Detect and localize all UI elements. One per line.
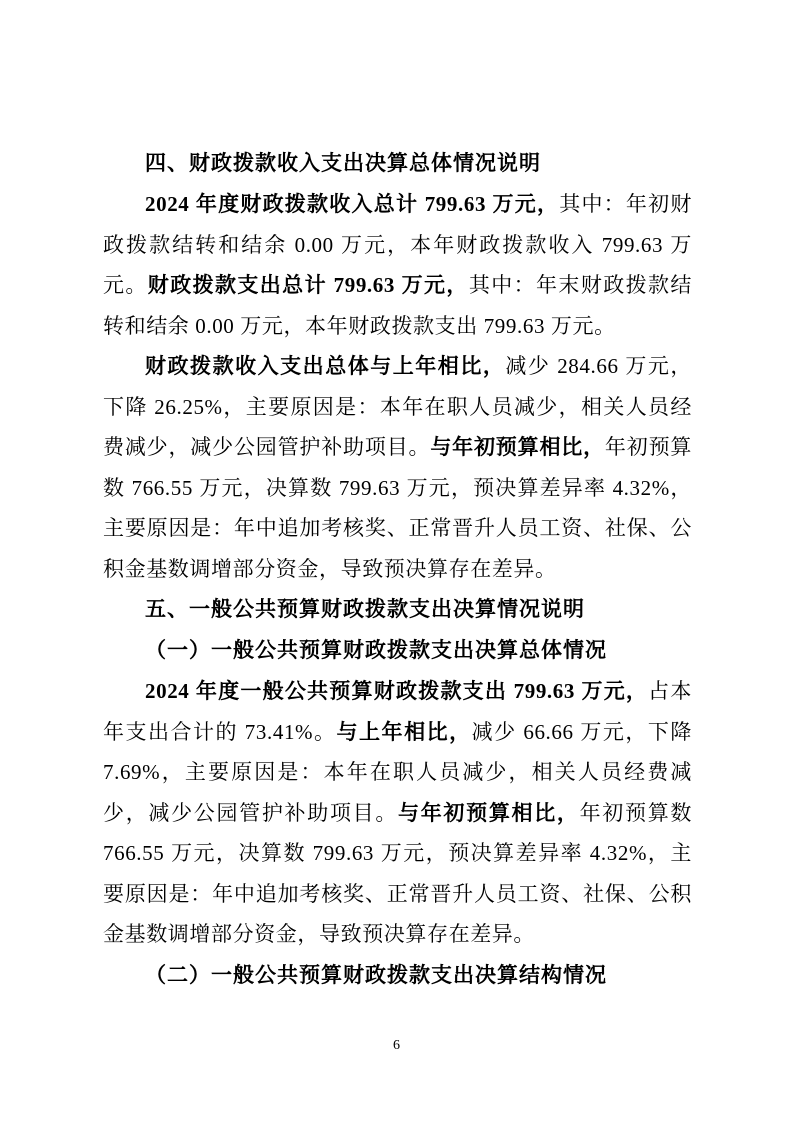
page-number: 6 xyxy=(393,1038,400,1053)
text-run: 其中：年初财政拨款结转和结余 0.00 万元，本年财政拨款收入 799.63 万元。 xyxy=(103,192,692,297)
text-run: 年初预算数 766.55 万元，决算数 799.63 万元，预决算差异率 4.32%，主要原因是：年中追加考核奖、正常晋升人员工资、社保、公积金基数调增部分资金，导致预决算存在差异。 xyxy=(103,800,692,946)
text-run-bold: 与年初预算相比， xyxy=(398,800,580,825)
text-run: 占本年支出合计的 73.41%。 xyxy=(103,679,693,744)
text-run-bold: 与年初预算相比， xyxy=(430,435,605,459)
text-run-bold: 财政拨款收入支出总体与上年相比， xyxy=(145,354,506,378)
section-heading-4: 四、财政拨款收入支出决算总体情况说明 xyxy=(145,152,541,175)
text-run-bold: 2024 年度一般公共预算财政拨款支出 799.63 万元， xyxy=(145,679,649,703)
text-run: 减少 284.66 万元，下降 26.25%，主要原因是：本年在职人员减少，相关人员经费减少，减少公园管护补助项目。 xyxy=(103,354,692,459)
text-run-bold: 财政拨款支出总计 799.63 万元， xyxy=(147,273,469,297)
text-run: 其中：年末财政拨款结转和结余 0.00 万元，本年财政拨款支出 799.63 万元。 xyxy=(103,273,693,338)
text-run: 减少 66.66 万元，下降 7.69%，主要原因是：本年在职人员减少，相关人员经费减少，减少公园管护补助项目。 xyxy=(103,719,692,825)
text-run: 年初预算数 766.55 万元，决算数 799.63 万元，预决算差异率 4.32%，主要原因是：年中追加考核奖、正常晋升人员工资、社保、公积金基数调增部分资金，导致预决算存在差异。 xyxy=(103,435,692,581)
text-run-bold: 与上年相比， xyxy=(336,719,472,744)
subsection-heading-1: （一）一般公共预算财政拨款支出决算总体情况 xyxy=(145,638,607,662)
document-body xyxy=(103,143,692,996)
subsection-heading-2: （二）一般公共预算财政拨款支出决算结构情况 xyxy=(145,962,607,987)
text-run-bold: 2024 年度财政拨款收入总计 799.63 万元， xyxy=(145,192,560,216)
section-heading-5: 五、一般公共预算财政拨款支出决算情况说明 xyxy=(145,598,585,621)
paragraph-general-budget-expenditure xyxy=(103,671,692,955)
paragraph-fiscal-appropriation-total xyxy=(103,184,692,346)
paragraph-year-on-year-comparison xyxy=(103,346,692,589)
